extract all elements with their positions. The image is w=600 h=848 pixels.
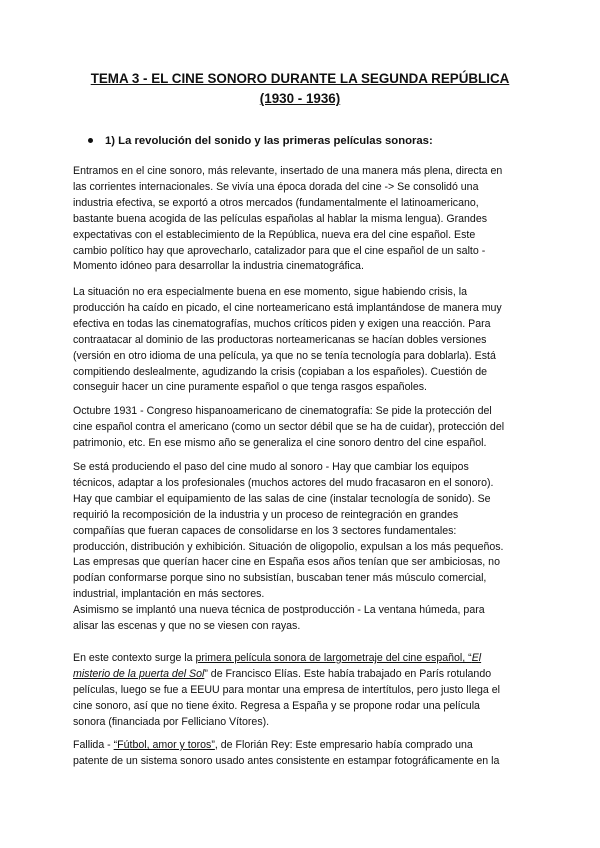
text-line: conseguir hacer un cine puramente español o que tenga rasgos españoles. (73, 381, 427, 394)
section-heading-text: 1) La revolución del sonido y las primeras películas sonoras: (105, 135, 433, 147)
text-line: Las empresas que querían hacer cine en España esos años tenían que ser ambiciosas, no (73, 556, 500, 569)
paragraph-1 (73, 164, 535, 275)
text-line (73, 651, 535, 667)
paragraph-3 (73, 404, 535, 452)
text-line: cine español contra el americano (como un sector débil que se ha de cuidar), protección del (73, 420, 505, 433)
paragraph-6 (73, 651, 535, 731)
text-line: Octubre 1931 - Congreso hispanoamericano de cinematografía: Se pide la protección del (73, 405, 492, 417)
text-line: Se está produciendo el paso del cine mudo al sonoro - Hay que cambiar los equipos (73, 461, 469, 473)
text-run: En este contexto surge la (73, 652, 196, 664)
text-line: alisar las escenas y que no se viesen con rayas. (73, 619, 301, 632)
film-title-link[interactable]: “Fútbol, amor y toros” (113, 739, 215, 751)
text-line (73, 738, 535, 754)
text-line: La situación no era especialmente buena en ese momento, sigue habiendo crisis, la (73, 286, 467, 298)
text-line: Entramos en el cine sonoro, más relevante, insertado de una manera más plena, directa en (73, 165, 503, 177)
text-run: ” de Francisco Elías. Este había trabajado en París rotulando (204, 667, 492, 680)
text-line: películas, luego se fue a EEUU para montar una empresa de intertítulos, pero justo llega el (73, 683, 500, 696)
text-line: patrimonio, etc. En ese mismo año se generaliza el cine sonoro dentro del cine español. (73, 436, 487, 449)
text-line: compañías que fueran capaces de consolidarse en los 3 sectores fundamentales: (73, 524, 457, 537)
text-line: contraatacar al dominio de las productoras norteamericanas se hacían dobles versiones (73, 333, 487, 346)
text-run: Fallida - (73, 739, 114, 751)
text-line: sonora (financiada por Felliciano Vítores). (73, 715, 270, 728)
text-line: producción, distribución y exhibición. Situación de oligopolio, expulsan a los más pequeños. (73, 540, 504, 553)
text-line: compitiendo deslealmente, agudizando la crisis (copiaban a los españoles). Cuestión de (73, 365, 487, 378)
text-line: Asimismo se implantó una nueva técnica de postproducción - La ventana húmeda, para (73, 604, 485, 616)
paragraph-4 (73, 460, 535, 603)
film-title-link[interactable]: El (471, 652, 482, 664)
text-line: técnicos, adaptar a los profesionales (muchos actores del mudo fracasaron en el sonoro). (73, 476, 494, 489)
film-title-link[interactable]: misterio de la puerta del Sol (73, 667, 205, 680)
text-line: podían conformarse porque sino no subsistían, buscaban tener más músculo comercial, (73, 572, 487, 585)
text-line: industria efectiva, se exportó a otros mercados (fundamentalmente el latinoamericano, (73, 196, 479, 209)
text-line: las corrientes internacionales. Se vivía una época dorada del cine -> Se consolidó una (73, 180, 479, 193)
text-line: cambio político hay que aprovecharlo, catalizador para que el cine español de un salto - (73, 244, 486, 257)
text-line: patente de un sistema sonoro usado antes consistente en estampar fotográficamente en la (73, 754, 500, 767)
text-line: efectiva en todas las cinematografías, muchos críticos piden y exigen una reacción. Para (73, 317, 491, 330)
bullet-icon (88, 138, 93, 143)
text-line: producción ha caído en picado, el cine norteamericano está implantándose de manera muy (73, 301, 502, 314)
text-line: Hay que cambiar el equipamiento de las salas de cine (instalar tecnología de sonido). Se (73, 492, 491, 505)
page-title-dates: (1930 - 1936) (259, 91, 341, 106)
paragraph-7 (73, 738, 535, 770)
text-line: Momento idóneo para desarrollar la industria cinematográfica. (73, 260, 364, 273)
text-line: requirió la recomposición de la industria y un proceso de reintegración en grandes (73, 508, 459, 521)
paragraph-5 (73, 603, 535, 635)
text-run: , de Florián Rey: Este empresario había comprado una (214, 739, 473, 751)
section-heading (88, 135, 433, 147)
text-line: bastante buena acogida de las películas españolas al hablar la misma lengua). Grandes (73, 212, 488, 225)
text-line: industrial, implantación en más sectores. (73, 588, 265, 601)
text-line: (versión en otro idioma de una película, ya que no se tenía tecnología para doblarla). Está (73, 349, 496, 362)
text-line: cine sonoro, así que no tiene éxito. Regresa a España y se propone rodar una película (73, 699, 480, 712)
paragraph-2 (73, 285, 535, 396)
film-reference-link[interactable]: primera película sonora de largometraje del cine español, “ (195, 652, 472, 664)
page-title: TEMA 3 - EL CINE SONORO DURANTE LA SEGUNDA REPÚBLICA (90, 71, 510, 86)
text-line (73, 667, 535, 683)
text-line: expectativas con el establecimiento de la República, nueva era del cine español. Este (73, 228, 476, 241)
